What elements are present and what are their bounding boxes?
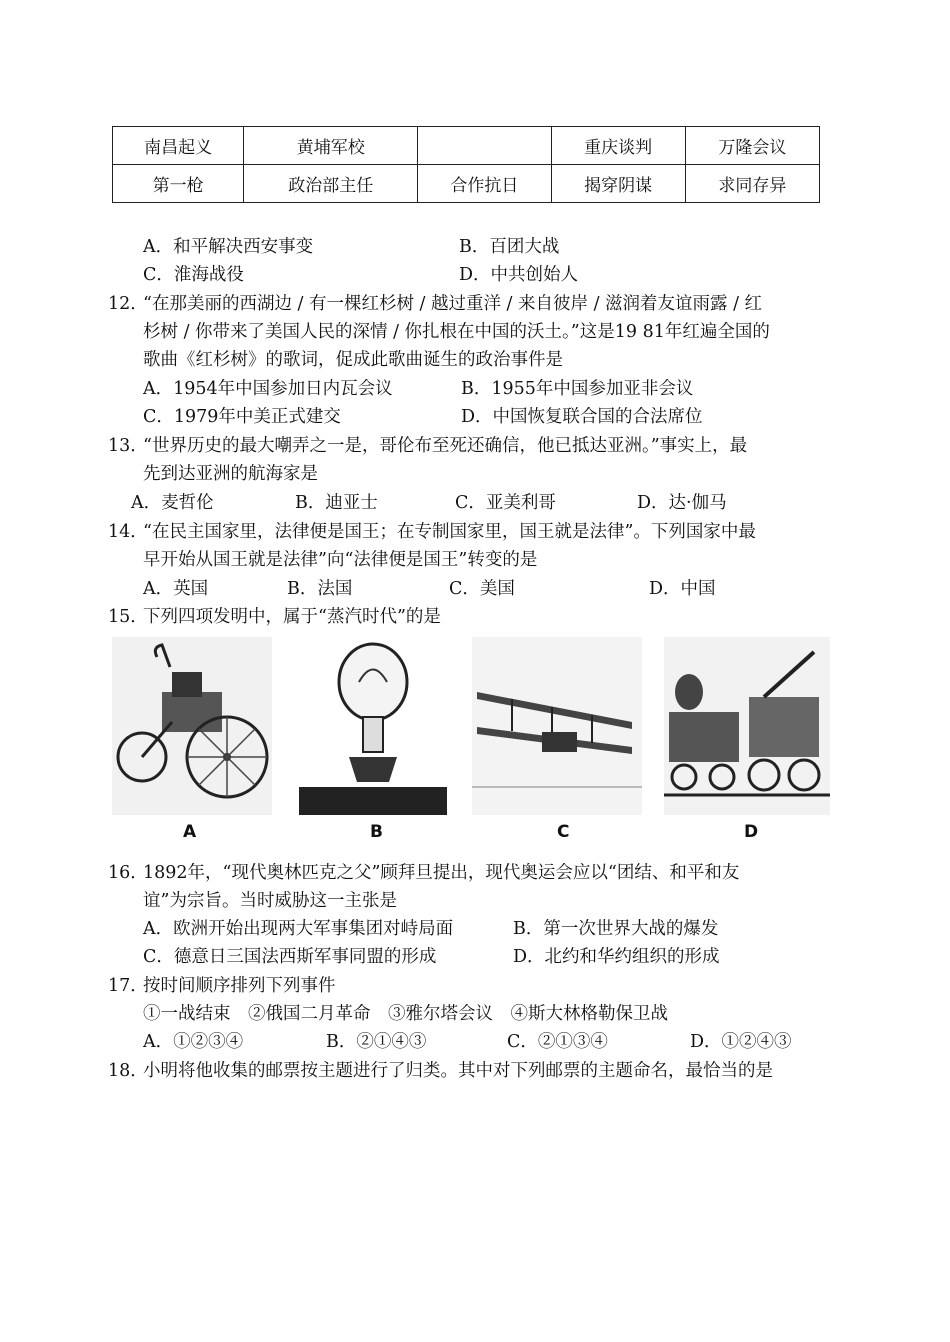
table-cell: 求同存异 bbox=[685, 165, 819, 203]
q16-option-b: B．第一次世界大战的爆发 bbox=[513, 919, 719, 939]
question-number: 15． bbox=[108, 607, 148, 627]
question-text: 杉树 / 你带来了美国人民的深情 / 你扎根在中国的沃土。”这是19 81年红遍全国的 bbox=[143, 322, 770, 342]
q14-option-b: B．法国 bbox=[287, 579, 353, 599]
question-text: ①一战结束 ②俄国二月革命 ③雅尔塔会议 ④斯大林格勒保卫战 bbox=[143, 1004, 668, 1024]
q14-option-c: C．美国 bbox=[449, 579, 515, 599]
question-number: 12． bbox=[108, 294, 148, 314]
question-text: 1892年，“现代奥林匹克之父”顾拜旦提出，现代奥运会应以“团结、和平和友 bbox=[143, 863, 740, 883]
image-label-c: C bbox=[557, 822, 570, 842]
history-table bbox=[112, 126, 820, 203]
q14-option-a: A．英国 bbox=[143, 579, 209, 599]
q17-option-c: C．②①③④ bbox=[507, 1032, 608, 1052]
q11-option-c: C．淮海战役 bbox=[143, 265, 244, 285]
table-cell: 第一枪 bbox=[113, 165, 244, 203]
table-cell: 合作抗日 bbox=[418, 165, 551, 203]
question-text: 歌曲《红杉树》的歌词，促成此歌曲诞生的政治事件是 bbox=[143, 350, 563, 370]
image-label-a: A bbox=[183, 822, 197, 842]
q11-option-b: B．百团大战 bbox=[459, 237, 560, 257]
q12-option-b: B．1955年中国参加亚非会议 bbox=[461, 379, 694, 399]
locomotive-image bbox=[664, 637, 830, 815]
q13-option-a: A．麦哲伦 bbox=[131, 493, 214, 513]
q16-option-d: D．北约和华约组织的形成 bbox=[513, 947, 720, 967]
question-text: 按时间顺序排列下列事件 bbox=[143, 976, 336, 996]
question-text: “在民主国家里，法律便是国王；在专制国家里，国王就是法律”。下列国家中最 bbox=[143, 522, 756, 542]
question-text: “世界历史的最大嘲弄之一是，哥伦布至死还确信，他已抵达亚洲。”事实上，最 bbox=[143, 436, 748, 456]
airplane-image bbox=[472, 637, 642, 815]
question-text: 谊”为宗旨。当时威胁这一主张是 bbox=[143, 891, 397, 911]
question-number: 14． bbox=[108, 522, 148, 542]
table-cell: 重庆谈判 bbox=[551, 127, 685, 165]
car-image bbox=[112, 637, 272, 815]
q12-option-c: C．1979年中美正式建交 bbox=[143, 407, 341, 427]
question-text: 早开始从国王就是法律”向“法律便是国王”转变的是 bbox=[143, 550, 538, 570]
question-text: 先到达亚洲的航海家是 bbox=[143, 464, 318, 484]
table-cell: 政治部主任 bbox=[244, 165, 418, 203]
q11-option-a: A．和平解决西安事变 bbox=[143, 237, 314, 257]
q17-option-a: A．①②③④ bbox=[143, 1032, 244, 1052]
image-label-b: B bbox=[370, 822, 383, 842]
table-cell: 揭穿阴谋 bbox=[551, 165, 685, 203]
question-number: 18． bbox=[108, 1061, 148, 1081]
table-row bbox=[113, 127, 820, 165]
q16-option-c: C．德意日三国法西斯军事同盟的形成 bbox=[143, 947, 437, 967]
question-number: 13． bbox=[108, 436, 148, 456]
question-number: 16． bbox=[108, 863, 148, 883]
q14-option-d: D．中国 bbox=[649, 579, 716, 599]
q13-option-b: B．迪亚士 bbox=[295, 493, 378, 513]
q12-option-d: D．中国恢复联合国的合法席位 bbox=[461, 407, 703, 427]
question-text: “在那美丽的西湖边 / 有一棵红杉树 / 越过重洋 / 来自彼岸 / 滋润着友谊雨露 / 红 bbox=[143, 294, 763, 314]
table-cell bbox=[418, 127, 551, 165]
question-text: 下列四项发明中，属于“蒸汽时代”的是 bbox=[143, 607, 441, 627]
q13-option-c: C．亚美利哥 bbox=[455, 493, 556, 513]
table-cell: 黄埔军校 bbox=[244, 127, 418, 165]
q11-option-d: D．中共创始人 bbox=[459, 265, 579, 285]
q12-option-a: A．1954年中国参加日内瓦会议 bbox=[143, 379, 393, 399]
table-cell: 万隆会议 bbox=[685, 127, 819, 165]
image-label-d: D bbox=[744, 822, 759, 842]
q13-option-d: D．达·伽马 bbox=[637, 493, 727, 513]
table-row bbox=[113, 165, 820, 203]
light-bulb-image bbox=[299, 637, 447, 815]
q17-option-b: B．②①④③ bbox=[326, 1032, 427, 1052]
q17-option-d: D．①②④③ bbox=[690, 1032, 792, 1052]
question-number: 17． bbox=[108, 976, 148, 996]
table-cell: 南昌起义 bbox=[113, 127, 244, 165]
q16-option-a: A．欧洲开始出现两大军事集团对峙局面 bbox=[143, 919, 454, 939]
question-text: 小明将他收集的邮票按主题进行了归类。其中对下列邮票的主题命名，最恰当的是 bbox=[143, 1061, 773, 1081]
